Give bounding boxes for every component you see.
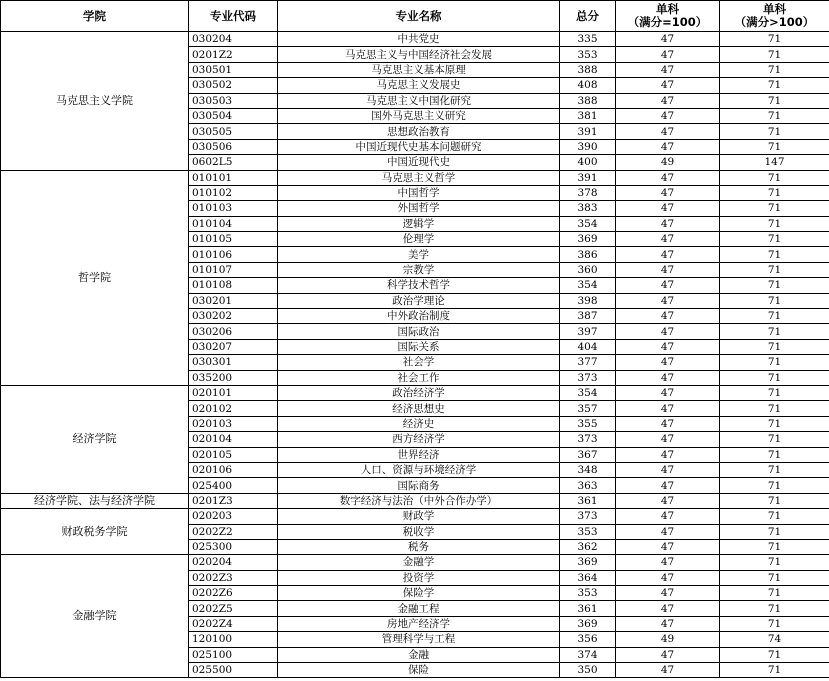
single-100-cell: 47 bbox=[616, 647, 720, 662]
single-over-100-cell: 71 bbox=[720, 139, 829, 154]
single-100-cell: 47 bbox=[616, 416, 720, 431]
college-cell: 马克思主义学院 bbox=[1, 32, 189, 171]
major-name-cell: 政治经济学 bbox=[278, 385, 560, 400]
total-score-cell: 362 bbox=[560, 539, 616, 554]
total-score-cell: 355 bbox=[560, 416, 616, 431]
total-score-cell: 387 bbox=[560, 309, 616, 324]
single-100-cell: 47 bbox=[616, 462, 720, 477]
code-cell: 010108 bbox=[189, 278, 278, 293]
total-score-cell: 373 bbox=[560, 432, 616, 447]
single-over-100-cell: 147 bbox=[720, 155, 829, 170]
header-name: 专业名称 bbox=[278, 1, 560, 32]
major-name-cell: 经济史 bbox=[278, 416, 560, 431]
single-over-100-cell: 71 bbox=[720, 462, 829, 477]
major-name-cell: 中国近现代史 bbox=[278, 155, 560, 170]
code-cell: 0202Z3 bbox=[189, 570, 278, 585]
single-over-100-cell: 71 bbox=[720, 570, 829, 585]
major-name-cell: 投资学 bbox=[278, 570, 560, 585]
single-over-100-cell: 71 bbox=[720, 108, 829, 123]
total-score-cell: 350 bbox=[560, 663, 616, 678]
major-name-cell: 经济思想史 bbox=[278, 401, 560, 416]
single-100-cell: 47 bbox=[616, 601, 720, 616]
single-over-100-cell: 71 bbox=[720, 555, 829, 570]
college-cell: 财政税务学院 bbox=[1, 509, 189, 555]
code-cell: 020203 bbox=[189, 509, 278, 524]
header-college: 学院 bbox=[1, 1, 189, 32]
code-cell: 0201Z2 bbox=[189, 47, 278, 62]
code-cell: 0202Z5 bbox=[189, 601, 278, 616]
single-100-cell: 47 bbox=[616, 385, 720, 400]
major-name-cell: 金融学 bbox=[278, 555, 560, 570]
code-cell: 025100 bbox=[189, 647, 278, 662]
single-100-cell: 47 bbox=[616, 216, 720, 231]
total-score-cell: 383 bbox=[560, 201, 616, 216]
code-cell: 010102 bbox=[189, 185, 278, 200]
single-over-100-cell: 71 bbox=[720, 416, 829, 431]
code-cell: 010106 bbox=[189, 247, 278, 262]
total-score-cell: 397 bbox=[560, 324, 616, 339]
total-score-cell: 354 bbox=[560, 278, 616, 293]
code-cell: 020104 bbox=[189, 432, 278, 447]
single-100-cell: 47 bbox=[616, 616, 720, 631]
single-over-100-cell: 71 bbox=[720, 647, 829, 662]
code-cell: 030502 bbox=[189, 78, 278, 93]
major-name-cell: 马克思主义基本原理 bbox=[278, 62, 560, 77]
single-100-cell: 47 bbox=[616, 201, 720, 216]
college-cell: 经济学院 bbox=[1, 385, 189, 493]
total-score-cell: 348 bbox=[560, 462, 616, 477]
single-100-cell: 49 bbox=[616, 632, 720, 647]
major-name-cell: 马克思主义与中国经济社会发展 bbox=[278, 47, 560, 62]
total-score-cell: 361 bbox=[560, 601, 616, 616]
major-name-cell: 思想政治教育 bbox=[278, 124, 560, 139]
single-100-cell: 47 bbox=[616, 478, 720, 493]
single-over-100-cell: 71 bbox=[720, 78, 829, 93]
total-score-cell: 381 bbox=[560, 108, 616, 123]
total-score-cell: 335 bbox=[560, 32, 616, 47]
code-cell: 020103 bbox=[189, 416, 278, 431]
major-name-cell: 国际商务 bbox=[278, 478, 560, 493]
total-score-cell: 360 bbox=[560, 262, 616, 277]
major-name-cell: 财政学 bbox=[278, 509, 560, 524]
major-name-cell: 美学 bbox=[278, 247, 560, 262]
single-100-cell: 47 bbox=[616, 170, 720, 185]
single-100-cell: 47 bbox=[616, 262, 720, 277]
college-cell: 金融学院 bbox=[1, 555, 189, 678]
code-cell: 010103 bbox=[189, 201, 278, 216]
major-name-cell: 金融工程 bbox=[278, 601, 560, 616]
total-score-cell: 386 bbox=[560, 247, 616, 262]
single-over-100-cell: 71 bbox=[720, 124, 829, 139]
total-score-cell: 363 bbox=[560, 478, 616, 493]
major-name-cell: 西方经济学 bbox=[278, 432, 560, 447]
total-score-cell: 398 bbox=[560, 293, 616, 308]
code-cell: 030207 bbox=[189, 339, 278, 354]
table-row bbox=[1, 385, 829, 400]
college-cell: 经济学院、法与经济学院 bbox=[1, 493, 189, 508]
code-cell: 025500 bbox=[189, 663, 278, 678]
total-score-cell: 390 bbox=[560, 139, 616, 154]
single-over-100-cell: 71 bbox=[720, 170, 829, 185]
single-over-100-cell: 71 bbox=[720, 62, 829, 77]
single-over-100-cell: 71 bbox=[720, 539, 829, 554]
major-name-cell: 宗教学 bbox=[278, 262, 560, 277]
major-name-cell: 数字经济与法治（中外合作办学） bbox=[278, 493, 560, 508]
code-cell: 0202Z2 bbox=[189, 524, 278, 539]
header-single-100-line2: （满分=100） bbox=[627, 15, 708, 29]
single-over-100-cell: 71 bbox=[720, 216, 829, 231]
code-cell: 010105 bbox=[189, 232, 278, 247]
single-100-cell: 47 bbox=[616, 355, 720, 370]
single-100-cell: 47 bbox=[616, 493, 720, 508]
code-cell: 0602L5 bbox=[189, 155, 278, 170]
major-name-cell: 保险 bbox=[278, 663, 560, 678]
code-cell: 030504 bbox=[189, 108, 278, 123]
total-score-cell: 391 bbox=[560, 124, 616, 139]
header-single-over-100-line1: 单科 bbox=[763, 2, 786, 16]
single-100-cell: 47 bbox=[616, 447, 720, 462]
major-name-cell: 中国近现代史基本问题研究 bbox=[278, 139, 560, 154]
major-name-cell: 保险学 bbox=[278, 586, 560, 601]
single-over-100-cell: 71 bbox=[720, 493, 829, 508]
code-cell: 035200 bbox=[189, 370, 278, 385]
table-row bbox=[1, 493, 829, 508]
single-100-cell: 47 bbox=[616, 185, 720, 200]
total-score-cell: 391 bbox=[560, 170, 616, 185]
major-name-cell: 税收学 bbox=[278, 524, 560, 539]
code-cell: 030204 bbox=[189, 32, 278, 47]
single-100-cell: 47 bbox=[616, 47, 720, 62]
single-100-cell: 47 bbox=[616, 124, 720, 139]
major-name-cell: 伦理学 bbox=[278, 232, 560, 247]
header-single-over-100 bbox=[720, 1, 829, 32]
major-name-cell: 逻辑学 bbox=[278, 216, 560, 231]
major-name-cell: 社会工作 bbox=[278, 370, 560, 385]
code-cell: 120100 bbox=[189, 632, 278, 647]
single-over-100-cell: 71 bbox=[720, 262, 829, 277]
single-over-100-cell: 71 bbox=[720, 586, 829, 601]
total-score-cell: 354 bbox=[560, 216, 616, 231]
single-100-cell: 47 bbox=[616, 663, 720, 678]
single-over-100-cell: 71 bbox=[720, 370, 829, 385]
major-name-cell: 管理科学与工程 bbox=[278, 632, 560, 647]
major-name-cell: 国际政治 bbox=[278, 324, 560, 339]
total-score-cell: 374 bbox=[560, 647, 616, 662]
table-row bbox=[1, 509, 829, 524]
single-100-cell: 47 bbox=[616, 93, 720, 108]
major-name-cell: 政治学理论 bbox=[278, 293, 560, 308]
code-cell: 030301 bbox=[189, 355, 278, 370]
major-name-cell: 中外政治制度 bbox=[278, 309, 560, 324]
single-100-cell: 47 bbox=[616, 509, 720, 524]
header-single-100-line1: 单科 bbox=[656, 2, 679, 16]
table-row bbox=[1, 170, 829, 185]
single-100-cell: 47 bbox=[616, 324, 720, 339]
single-100-cell: 47 bbox=[616, 247, 720, 262]
total-score-cell: 408 bbox=[560, 78, 616, 93]
single-over-100-cell: 71 bbox=[720, 324, 829, 339]
single-over-100-cell: 71 bbox=[720, 432, 829, 447]
major-name-cell: 中共党史 bbox=[278, 32, 560, 47]
single-100-cell: 47 bbox=[616, 139, 720, 154]
code-cell: 030506 bbox=[189, 139, 278, 154]
single-over-100-cell: 71 bbox=[720, 616, 829, 631]
single-over-100-cell: 71 bbox=[720, 47, 829, 62]
single-100-cell: 47 bbox=[616, 309, 720, 324]
total-score-cell: 367 bbox=[560, 447, 616, 462]
code-cell: 010101 bbox=[189, 170, 278, 185]
total-score-cell: 356 bbox=[560, 632, 616, 647]
header-single-100 bbox=[616, 1, 720, 32]
single-over-100-cell: 71 bbox=[720, 185, 829, 200]
single-over-100-cell: 71 bbox=[720, 278, 829, 293]
single-over-100-cell: 71 bbox=[720, 309, 829, 324]
single-100-cell: 47 bbox=[616, 232, 720, 247]
single-over-100-cell: 71 bbox=[720, 293, 829, 308]
major-name-cell: 房地产经济学 bbox=[278, 616, 560, 631]
single-over-100-cell: 71 bbox=[720, 201, 829, 216]
total-score-cell: 369 bbox=[560, 555, 616, 570]
single-over-100-cell: 71 bbox=[720, 478, 829, 493]
single-over-100-cell: 71 bbox=[720, 355, 829, 370]
major-name-cell: 马克思主义发展史 bbox=[278, 78, 560, 93]
major-name-cell: 金融 bbox=[278, 647, 560, 662]
code-cell: 025400 bbox=[189, 478, 278, 493]
total-score-cell: 373 bbox=[560, 509, 616, 524]
major-name-cell: 世界经济 bbox=[278, 447, 560, 462]
total-score-cell: 378 bbox=[560, 185, 616, 200]
single-over-100-cell: 71 bbox=[720, 232, 829, 247]
total-score-cell: 404 bbox=[560, 339, 616, 354]
total-score-cell: 354 bbox=[560, 385, 616, 400]
header-code: 专业代码 bbox=[189, 1, 278, 32]
major-name-cell: 税务 bbox=[278, 539, 560, 554]
code-cell: 030201 bbox=[189, 293, 278, 308]
single-over-100-cell: 71 bbox=[720, 401, 829, 416]
code-cell: 030206 bbox=[189, 324, 278, 339]
table-row bbox=[1, 555, 829, 570]
total-score-cell: 357 bbox=[560, 401, 616, 416]
total-score-cell: 361 bbox=[560, 493, 616, 508]
major-name-cell: 马克思主义哲学 bbox=[278, 170, 560, 185]
single-100-cell: 47 bbox=[616, 570, 720, 585]
code-cell: 0201Z3 bbox=[189, 493, 278, 508]
code-cell: 0202Z4 bbox=[189, 616, 278, 631]
code-cell: 020106 bbox=[189, 462, 278, 477]
total-score-cell: 353 bbox=[560, 524, 616, 539]
table-body bbox=[1, 32, 829, 678]
total-score-cell: 353 bbox=[560, 47, 616, 62]
single-over-100-cell: 71 bbox=[720, 247, 829, 262]
major-name-cell: 国外马克思主义研究 bbox=[278, 108, 560, 123]
total-score-cell: 377 bbox=[560, 355, 616, 370]
code-cell: 030503 bbox=[189, 93, 278, 108]
single-over-100-cell: 71 bbox=[720, 339, 829, 354]
code-cell: 020204 bbox=[189, 555, 278, 570]
total-score-cell: 388 bbox=[560, 62, 616, 77]
code-cell: 030501 bbox=[189, 62, 278, 77]
total-score-cell: 364 bbox=[560, 570, 616, 585]
total-score-cell: 369 bbox=[560, 232, 616, 247]
major-name-cell: 国际关系 bbox=[278, 339, 560, 354]
college-cell: 哲学院 bbox=[1, 170, 189, 385]
code-cell: 0202Z6 bbox=[189, 586, 278, 601]
single-100-cell: 47 bbox=[616, 293, 720, 308]
total-score-cell: 388 bbox=[560, 93, 616, 108]
major-name-cell: 马克思主义中国化研究 bbox=[278, 93, 560, 108]
code-cell: 010107 bbox=[189, 262, 278, 277]
single-over-100-cell: 71 bbox=[720, 32, 829, 47]
single-100-cell: 47 bbox=[616, 524, 720, 539]
single-100-cell: 47 bbox=[616, 278, 720, 293]
major-name-cell: 社会学 bbox=[278, 355, 560, 370]
single-100-cell: 47 bbox=[616, 401, 720, 416]
single-over-100-cell: 71 bbox=[720, 447, 829, 462]
table-row bbox=[1, 32, 829, 47]
major-name-cell: 外国哲学 bbox=[278, 201, 560, 216]
single-100-cell: 47 bbox=[616, 586, 720, 601]
total-score-cell: 369 bbox=[560, 616, 616, 631]
single-100-cell: 47 bbox=[616, 370, 720, 385]
single-100-cell: 47 bbox=[616, 339, 720, 354]
single-over-100-cell: 74 bbox=[720, 632, 829, 647]
single-100-cell: 47 bbox=[616, 432, 720, 447]
single-100-cell: 47 bbox=[616, 555, 720, 570]
code-cell: 030505 bbox=[189, 124, 278, 139]
single-over-100-cell: 71 bbox=[720, 601, 829, 616]
single-over-100-cell: 71 bbox=[720, 524, 829, 539]
header-total: 总分 bbox=[560, 1, 616, 32]
single-100-cell: 47 bbox=[616, 78, 720, 93]
code-cell: 030202 bbox=[189, 309, 278, 324]
code-cell: 020102 bbox=[189, 401, 278, 416]
single-100-cell: 47 bbox=[616, 32, 720, 47]
total-score-cell: 373 bbox=[560, 370, 616, 385]
single-over-100-cell: 71 bbox=[720, 385, 829, 400]
single-over-100-cell: 71 bbox=[720, 93, 829, 108]
total-score-cell: 400 bbox=[560, 155, 616, 170]
code-cell: 010104 bbox=[189, 216, 278, 231]
major-name-cell: 中国哲学 bbox=[278, 185, 560, 200]
code-cell: 025300 bbox=[189, 539, 278, 554]
header-row bbox=[1, 1, 829, 32]
header-single-over-100-line2: （满分>100） bbox=[734, 15, 815, 29]
major-name-cell: 人口、资源与环境经济学 bbox=[278, 462, 560, 477]
single-over-100-cell: 71 bbox=[720, 509, 829, 524]
total-score-cell: 353 bbox=[560, 586, 616, 601]
single-100-cell: 49 bbox=[616, 155, 720, 170]
code-cell: 020101 bbox=[189, 385, 278, 400]
single-100-cell: 47 bbox=[616, 539, 720, 554]
single-over-100-cell: 71 bbox=[720, 663, 829, 678]
single-100-cell: 47 bbox=[616, 62, 720, 77]
major-name-cell: 科学技术哲学 bbox=[278, 278, 560, 293]
single-100-cell: 47 bbox=[616, 108, 720, 123]
code-cell: 020105 bbox=[189, 447, 278, 462]
